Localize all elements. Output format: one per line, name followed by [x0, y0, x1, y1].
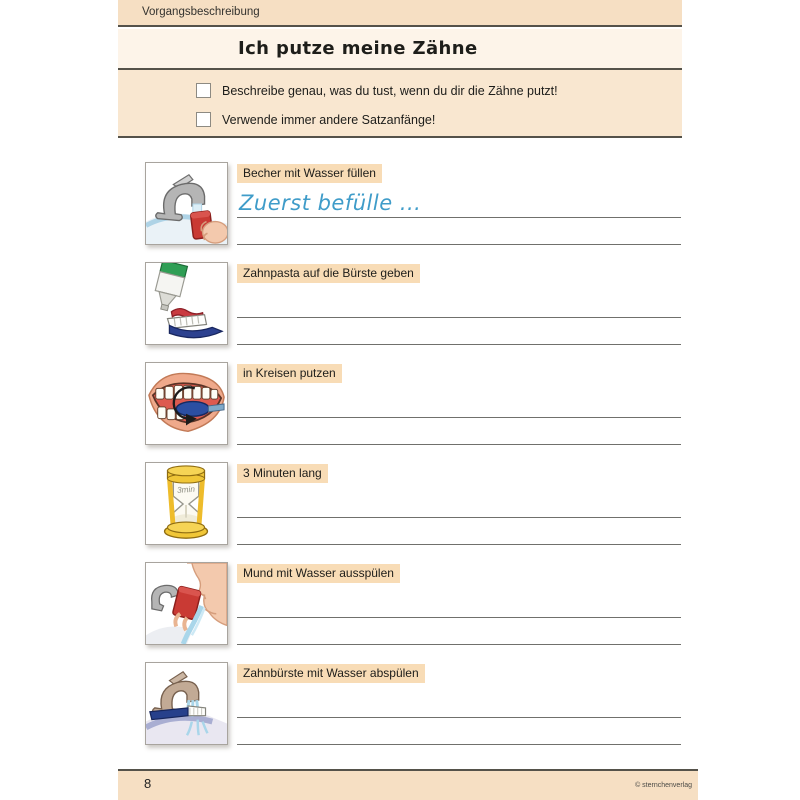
step-label: Mund mit Wasser ausspülen [237, 564, 400, 583]
step-row-rinse-brush [118, 662, 682, 752]
writing-line[interactable] [237, 316, 681, 318]
step-row-duration [118, 462, 682, 552]
publisher-credit: © sternchenverlag [635, 782, 692, 789]
instruction-text: Beschreibe genau, was du tust, wenn du dir die Zähne putzt! [222, 84, 558, 98]
section-label: Vorgangsbeschreibung [142, 6, 260, 18]
rinse-brush-icon [146, 663, 227, 744]
instruction-checkbox[interactable] [196, 83, 211, 98]
step-label: Zahnpasta auf die Bürste geben [237, 264, 420, 283]
step-row-toothpaste [118, 262, 682, 352]
toothpaste-icon [146, 263, 227, 344]
writing-line[interactable] [237, 616, 681, 618]
writing-line[interactable] [237, 743, 681, 745]
title-band [118, 29, 682, 70]
step-row-circles [118, 362, 682, 452]
instruction-checkbox[interactable] [196, 112, 211, 127]
step-label: 3 Minuten lang [237, 464, 328, 483]
hourglass-icon [146, 463, 227, 544]
hourglass-timer-image [145, 462, 228, 545]
rinse-mouth-icon [146, 563, 227, 644]
writing-line[interactable] [237, 516, 681, 518]
section-header-bar [118, 0, 682, 27]
rinsing-mouth-image [145, 562, 228, 645]
mouth-brushing-circles-image [145, 362, 228, 445]
footer-bar [118, 771, 698, 800]
step-label: Zahnbürste mit Wasser abspülen [237, 664, 425, 683]
writing-line[interactable] [237, 416, 681, 418]
toothpaste-on-brush-image [145, 262, 228, 345]
handwritten-answer: Zuerst befülle ... [239, 191, 422, 215]
faucet-filling-red-cup-image [145, 162, 228, 245]
writing-line[interactable] [237, 243, 681, 245]
writing-line[interactable] [237, 643, 681, 645]
hourglass-label: 3min [176, 483, 196, 495]
page-number: 8 [144, 776, 152, 791]
step-label: Becher mit Wasser füllen [237, 164, 382, 183]
writing-line[interactable] [237, 543, 681, 545]
faucet-cup-icon [146, 163, 227, 244]
writing-line[interactable] [237, 443, 681, 445]
step-label: in Kreisen putzen [237, 364, 342, 383]
writing-line[interactable] [237, 343, 681, 345]
mouth-icon [146, 363, 227, 444]
step-row-fill-cup [118, 162, 682, 252]
rinsing-toothbrush-image [145, 662, 228, 745]
instruction-band [118, 70, 682, 138]
step-row-rinse-mouth [118, 562, 682, 652]
writing-line[interactable] [237, 716, 681, 718]
writing-line[interactable] [237, 216, 681, 218]
instruction-text: Verwende immer andere Satzanfänge! [222, 113, 436, 127]
page-title: Ich putze meine Zähne [238, 38, 478, 59]
